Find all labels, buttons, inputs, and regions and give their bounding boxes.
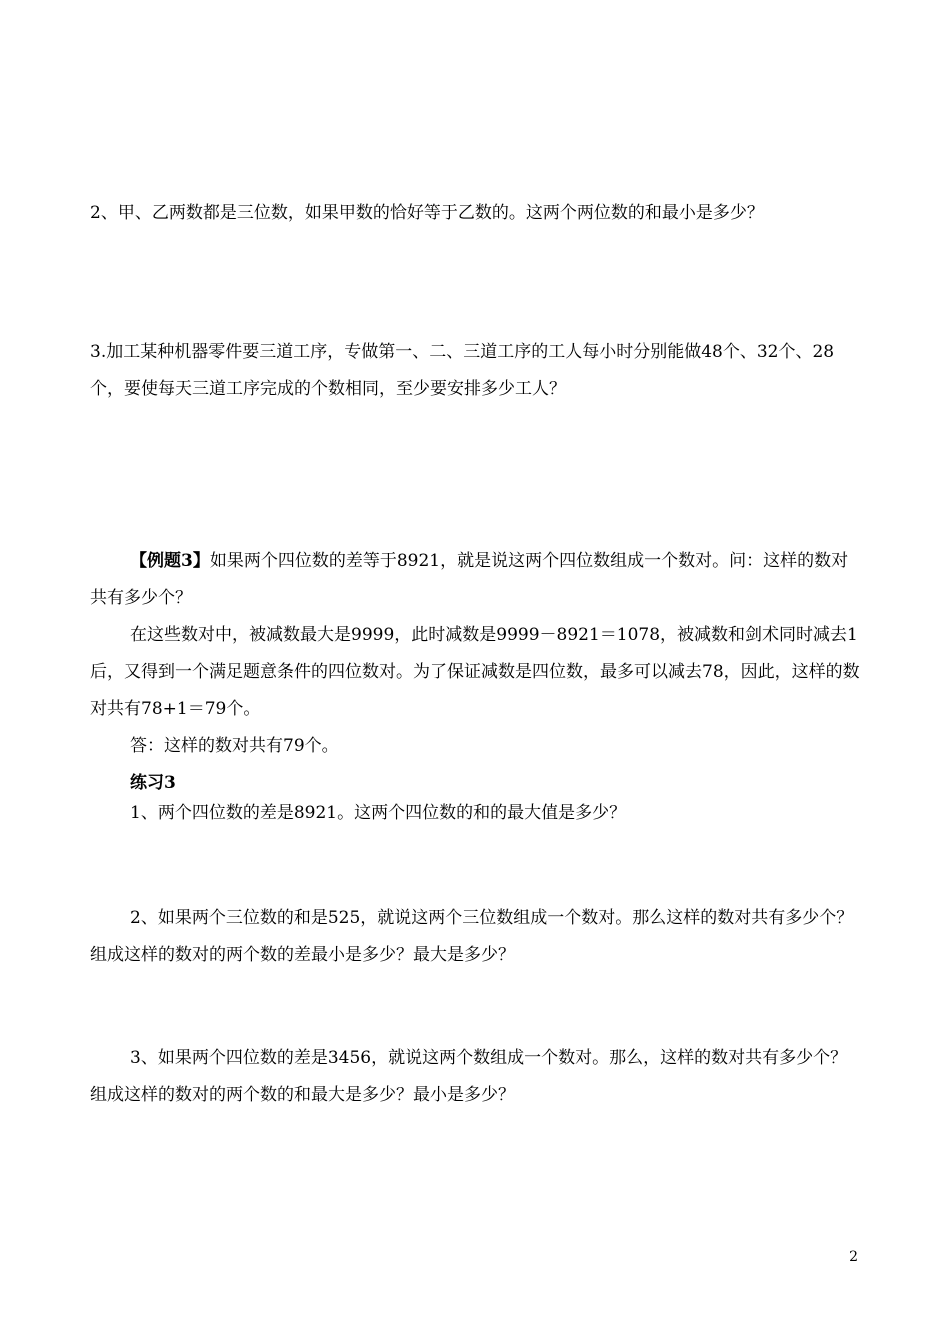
page-number: 2 xyxy=(849,1249,858,1265)
question-3: 3.加工某种机器零件要三道工序，专做第一、二、三道工序的工人每小时分别能做48个、32个、28个，要使每天三道工序完成的个数相同，至少要安排多少工人？ xyxy=(90,342,835,399)
example-3-solution: 在这些数对中，被减数最大是9999，此时减数是9999－8921＝1078，被减数和剑术同时减去1后，又得到一个满足题意条件的四位数对。为了保证减数是四位数，最多可以减去78，因此，这样的数对共有78+1＝79个。 xyxy=(90,625,860,719)
question-2: 2、甲、乙两数都是三位数，如果甲数的恰好等于乙数的。这两个两位数的和最小是多少？ xyxy=(90,203,764,223)
example-3-question-text: 如果两个四位数的差等于8921，就是说这两个四位数组成一个数对。问：这样的数对共有多少个？ xyxy=(90,551,849,608)
practice-3-title: 练习3 xyxy=(130,773,176,793)
practice-3-question-1: 1、两个四位数的差是8921。这两个四位数的和的最大值是多少？ xyxy=(130,803,627,823)
practice-3-question-2: 2、如果两个三位数的和是525，就说这两个三位数组成一个数对。那么这样的数对共有多少个？组成这样的数对的两个数的差最小是多少？最大是多少？ xyxy=(90,908,854,965)
practice-3-question-3: 3、如果两个四位数的差是3456，就说这两个数组成一个数对。那么，这样的数对共有多少个？组成这样的数对的两个数的和最大是多少？最小是多少？ xyxy=(90,1048,848,1105)
example-3-question xyxy=(90,543,864,617)
example-3-answer: 答：这样的数对共有79个。 xyxy=(130,736,339,756)
example-3-label: 【例题3】 xyxy=(130,551,210,571)
